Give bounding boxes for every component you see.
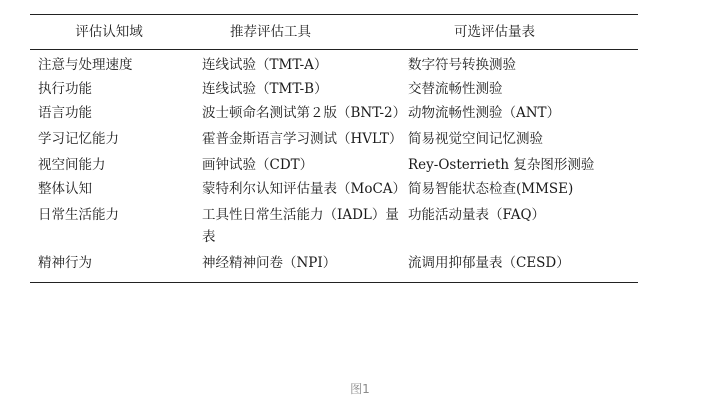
cell-domain: 视空间能力: [38, 157, 106, 173]
header-recommended-tool: 推荐评估工具: [230, 24, 311, 40]
cell-optional: 数字符号转换测验: [408, 57, 516, 73]
cell-optional: 简易智能状态检查(MMSE): [408, 181, 574, 197]
cell-recommended: 连线试验（TMT-A）: [202, 57, 328, 73]
cell-domain: 精神行为: [38, 255, 92, 271]
table-row: [30, 151, 638, 177]
cell-domain: 日常生活能力: [38, 207, 119, 223]
table-row: [30, 177, 638, 201]
table-row: [30, 77, 638, 101]
cell-optional: 流调用抑郁量表（CESD）: [408, 255, 570, 271]
cell-recommended: 蒙特利尔认知评估量表（MoCA）: [202, 181, 407, 197]
table-row: [30, 249, 638, 283]
table-row: [30, 125, 638, 151]
figure-caption: 图1: [350, 382, 370, 396]
cell-recommended: 波士顿命名测试第２版（BNT-2）: [202, 105, 407, 121]
header-domain: 评估认知域: [75, 24, 143, 40]
cell-optional: 交替流畅性测验: [408, 81, 503, 97]
cognitive-assessment-table: [30, 14, 638, 283]
cell-recommended: 霍普金斯语言学习测试（HVLT）: [202, 131, 403, 147]
header-optional-scale: 可选评估量表: [454, 24, 535, 40]
cell-recommended: 连线试验（TMT-B）: [202, 81, 328, 97]
cell-domain: 学习记忆能力: [38, 131, 119, 147]
cell-recommended: 神经精神问卷（NPI）: [202, 255, 337, 271]
table-row: [30, 50, 638, 78]
table-header-row: [30, 15, 638, 50]
cell-optional: 简易视觉空间记忆测验: [408, 131, 543, 147]
table-row: [30, 101, 638, 125]
cell-domain: 整体认知: [38, 181, 92, 197]
table-row: [30, 201, 638, 249]
cell-domain: 语言功能: [38, 105, 92, 121]
cell-optional: 功能活动量表（FAQ）: [408, 207, 546, 223]
cell-domain: 注意与处理速度: [38, 57, 133, 73]
cell-optional: Rey-Osterrieth 复杂图形测验: [408, 157, 595, 173]
cell-recommended: 画钟试验（CDT）: [202, 157, 314, 173]
cell-recommended: 工具性日常生活能力（IADL）量表: [202, 207, 399, 245]
cell-optional: 动物流畅性测验（ANT）: [408, 105, 561, 121]
assessment-table-container: [30, 14, 638, 283]
cell-domain: 执行功能: [38, 81, 92, 97]
